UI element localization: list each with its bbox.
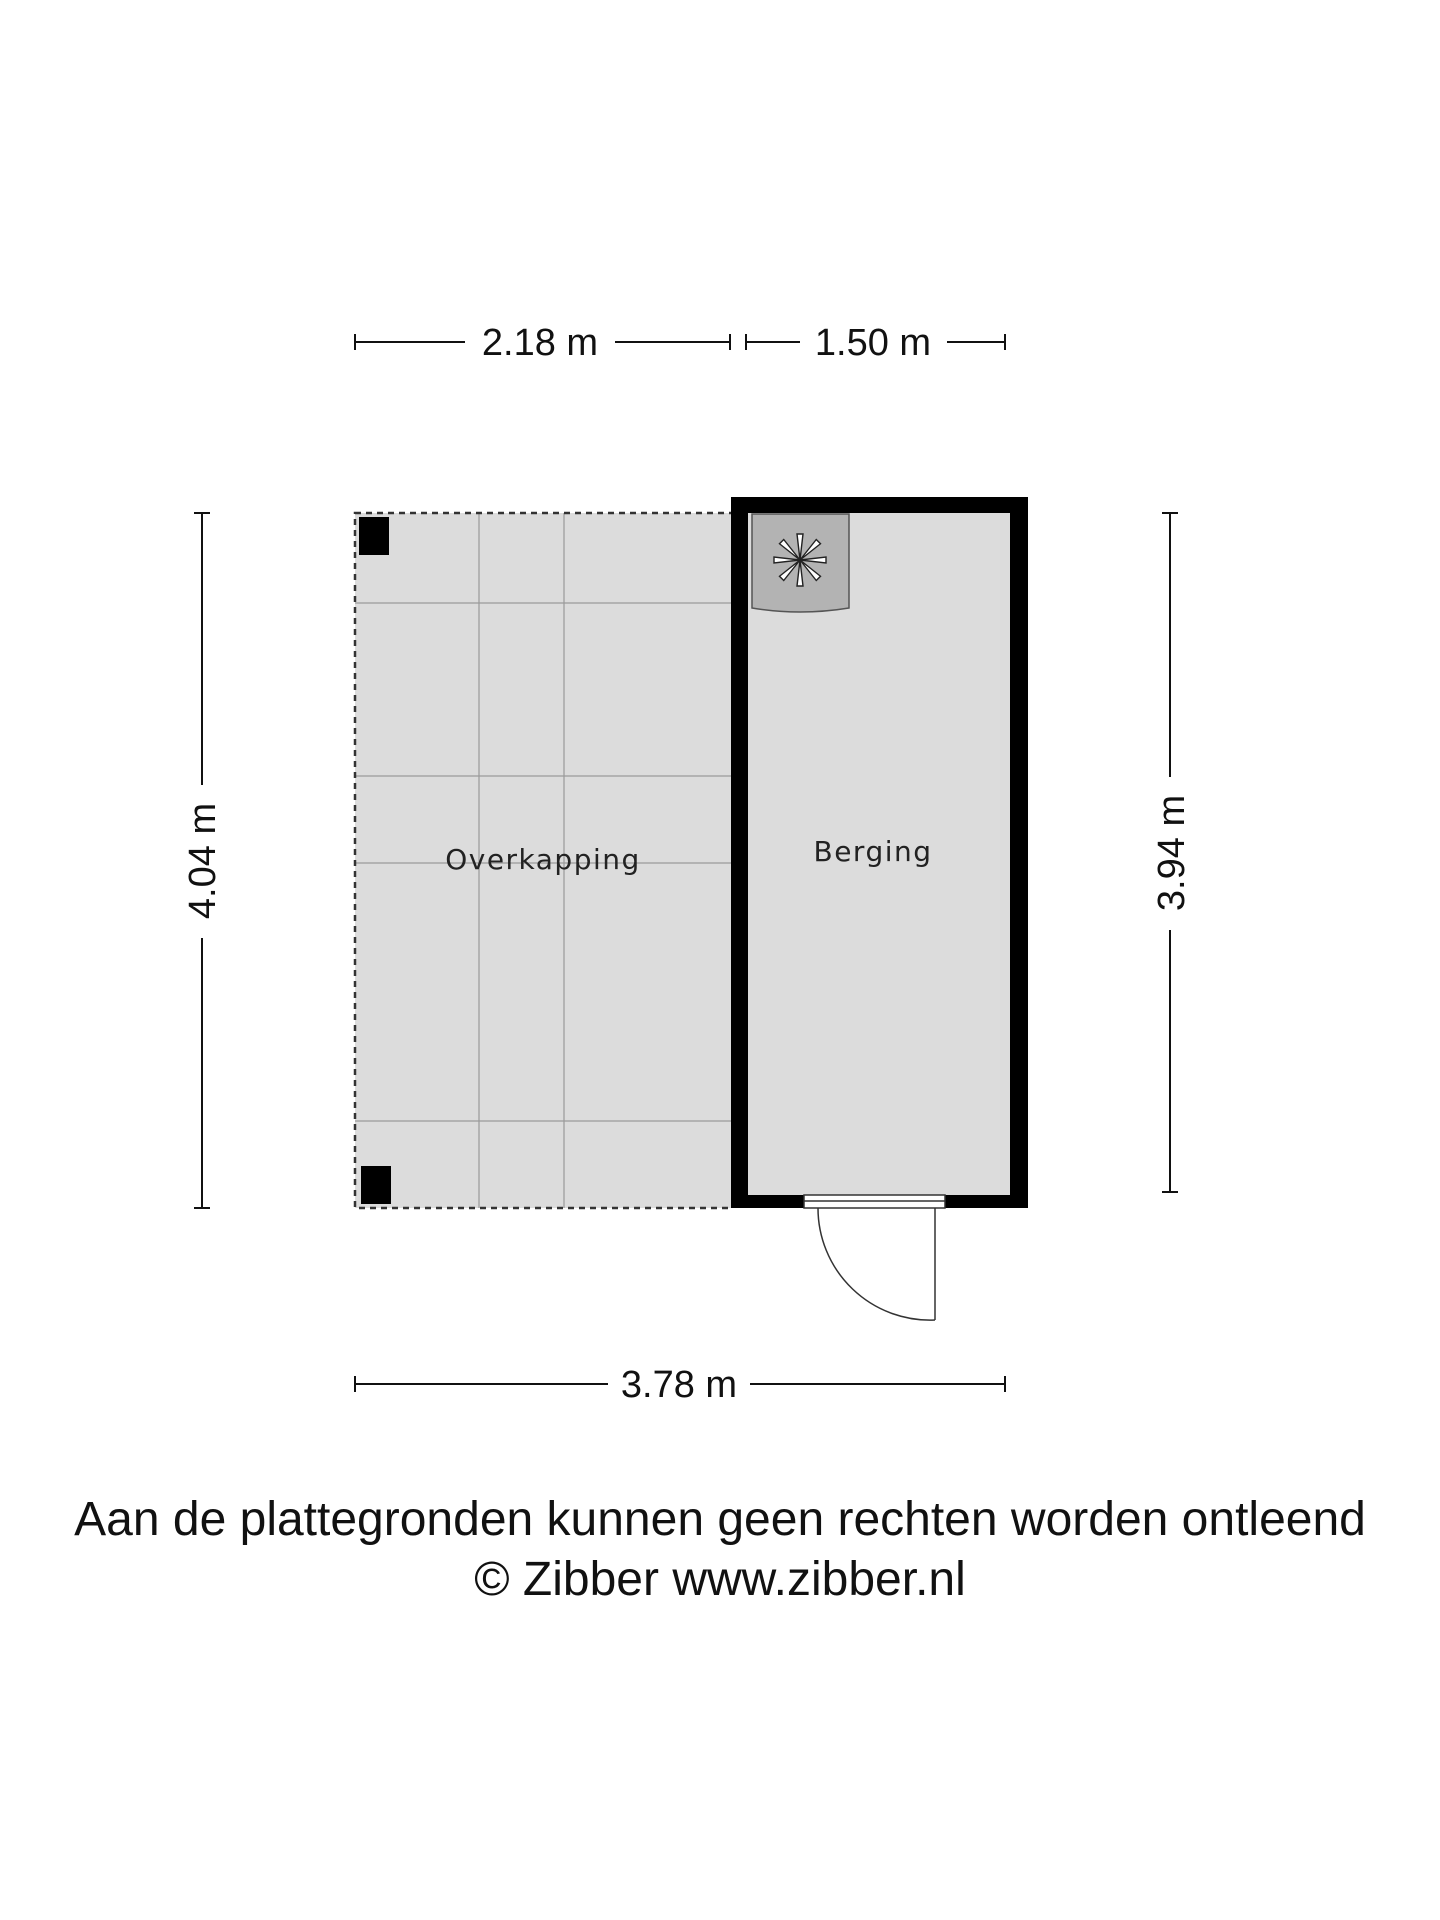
copyright-text: © Zibber www.zibber.nl <box>474 1553 966 1606</box>
wall-bottom-left <box>731 1195 804 1208</box>
wall-bottom-right <box>945 1195 1028 1208</box>
dimension-left: 4.04 m <box>182 802 224 920</box>
wall-top <box>731 497 1028 513</box>
room-label-berging: Berging <box>813 835 933 868</box>
room-label-overkapping: Overkapping <box>445 843 641 876</box>
berging-room <box>731 497 1028 1320</box>
disclaimer-text: Aan de plattegronden kunnen geen rechten worden ontleend <box>74 1493 1366 1546</box>
dimension-right: 3.94 m <box>1151 794 1193 912</box>
door-swing-icon <box>818 1208 935 1320</box>
dimension-top-left: 2.18 m <box>481 322 599 364</box>
dimension-bottom: 3.78 m <box>620 1364 738 1406</box>
post-top <box>359 517 389 555</box>
wall-left <box>731 497 748 1208</box>
wall-right <box>1010 497 1028 1208</box>
dimension-top-right: 1.50 m <box>814 322 932 364</box>
door-frame <box>804 1195 945 1208</box>
post-bottom <box>361 1166 391 1204</box>
fan-icon <box>752 514 849 612</box>
